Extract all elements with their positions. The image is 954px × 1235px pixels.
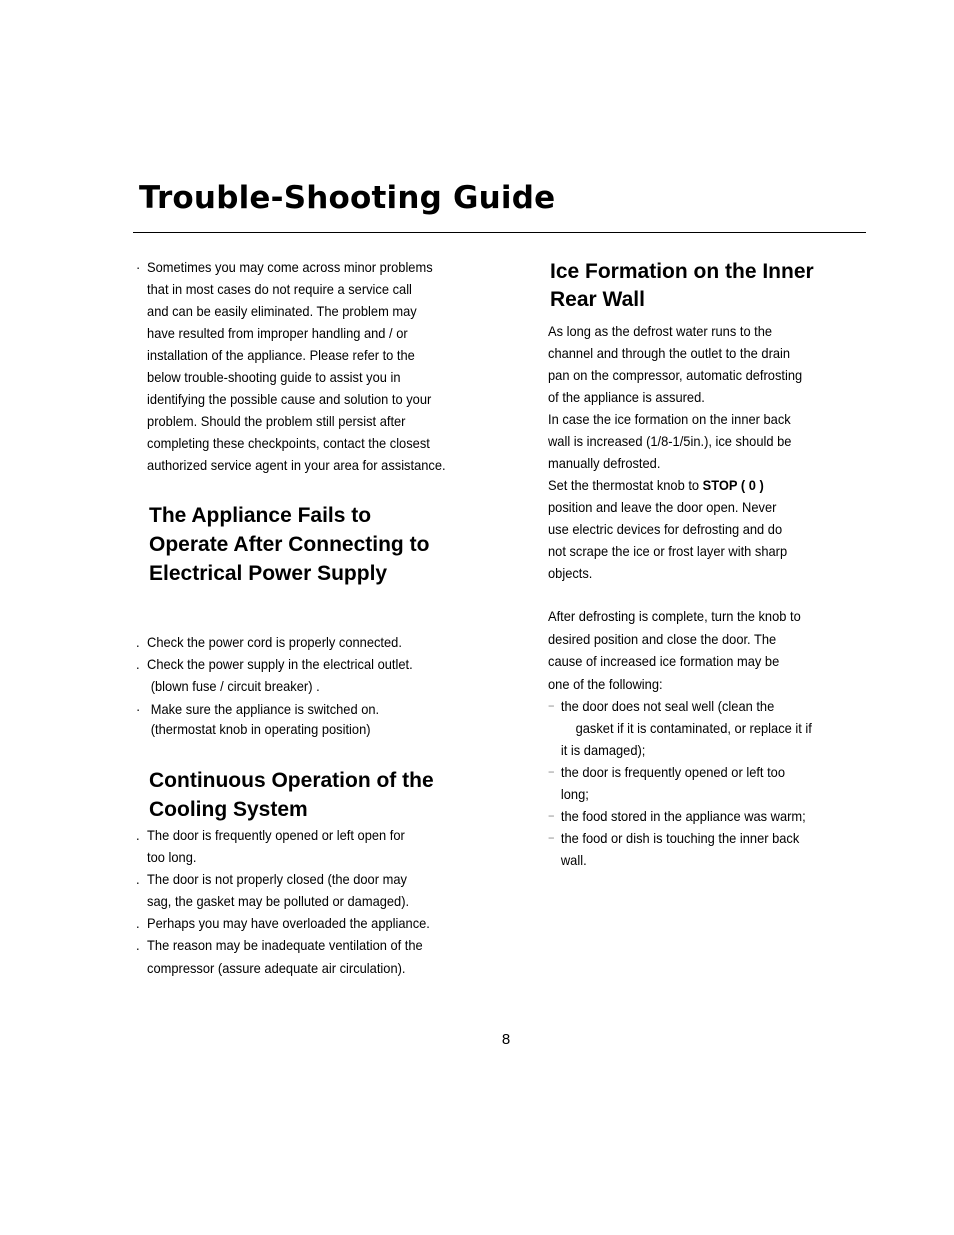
bullet-dot: .: [136, 634, 140, 650]
paragraph-line: manually defrosted.: [548, 455, 661, 471]
list-item-text: Perhaps you may have overloaded the appliance.: [147, 915, 430, 931]
bullet-dot: .: [136, 656, 140, 672]
intro-line: installation of the appliance. Please refer to the: [147, 347, 415, 363]
paragraph-line: position and leave the door open. Never: [548, 499, 777, 515]
dash-marker: −: [548, 765, 555, 779]
intro-line: Sometimes you may come across minor problems: [147, 259, 433, 275]
paragraph-line: of the appliance is assured.: [548, 389, 705, 405]
page-number: 8: [501, 1031, 511, 1048]
intro-line: identifying the possible cause and solution to your: [147, 391, 432, 407]
list-item-text: Check the power supply in the electrical outlet.: [147, 656, 413, 672]
heading-line: Operate After Connecting to: [149, 533, 430, 556]
ice-section-heading: [548, 258, 848, 314]
list-item: [136, 631, 496, 653]
bullet-dot: ·: [136, 259, 141, 275]
right-column: [548, 258, 848, 871]
ice-body: [548, 320, 848, 871]
power-checklist: [136, 631, 496, 739]
heading-line: Rear Wall: [550, 288, 645, 311]
stop-setting: STOP ( 0 ): [702, 477, 764, 493]
paragraph-line: pan on the compressor, automatic defrosting: [548, 367, 803, 383]
list-item-text: gasket if it is contaminated, or replace it if: [575, 720, 812, 736]
left-column: [136, 256, 496, 980]
list-item-text: The door is not properly closed (the door may: [147, 871, 407, 887]
list-item-subtext: (blown fuse / circuit breaker) .: [150, 678, 320, 694]
list-item-text: compressor (assure adequate air circulation).: [147, 960, 406, 976]
paragraph-line: cause of increased ice formation may be: [548, 653, 780, 669]
list-item-text: The reason may be inadequate ventilation of the: [147, 937, 423, 953]
list-item-subtext: (thermostat knob in operating position): [150, 721, 371, 737]
paragraph-line: objects.: [548, 565, 593, 581]
paragraph-line: one of the following:: [548, 675, 663, 692]
paragraph-line: not scrape the ice or frost layer with sharp: [548, 543, 788, 559]
paragraph-line: [548, 474, 848, 496]
intro-line: problem. Should the problem still persist after: [147, 413, 406, 429]
cooling-section-heading: [136, 766, 496, 824]
paragraph-line: use electric devices for defrosting and do: [548, 521, 783, 537]
bullet-dot: ·: [136, 701, 141, 717]
paragraph-line: In case the ice formation on the inner back: [548, 411, 791, 427]
intro-line: authorized service agent in your area for assistance.: [147, 457, 446, 473]
bullet-dot: .: [136, 937, 140, 953]
list-item-text: sag, the gasket may be polluted or damaged).: [147, 893, 410, 909]
intro-line: and can be easily eliminated. The problem may: [147, 303, 417, 319]
list-item: [136, 824, 496, 868]
paragraph-line: As long as the defrost water runs to the: [548, 323, 773, 339]
ice-increase-paragraph: [548, 408, 848, 474]
thermostat-paragraph: [548, 474, 848, 584]
list-item: [548, 761, 848, 805]
list-item-text: the door does not seal well (clean the: [560, 698, 775, 714]
list-item-text: the door is frequently opened or left too: [560, 764, 786, 780]
list-item: [548, 805, 848, 827]
list-item: [136, 912, 496, 934]
list-item-text: wall.: [560, 852, 587, 868]
paragraph-line: desired position and close the door. The: [548, 630, 777, 647]
bullet-dot: .: [136, 915, 140, 931]
dash-marker: −: [548, 699, 555, 713]
thermostat-instruction: Set the thermostat knob to: [548, 477, 703, 493]
paragraph-line: channel and through the outlet to the drain: [548, 345, 791, 361]
paragraph-line: After defrosting is complete, turn the knob to: [548, 608, 801, 624]
list-item-text: The door is frequently opened or left open for: [147, 827, 405, 843]
intro-paragraph: [136, 256, 507, 476]
title-divider: [133, 232, 866, 233]
list-item: [548, 827, 848, 871]
dash-marker: −: [548, 809, 555, 823]
intro-line: completing these checkpoints, contact the closest: [147, 435, 430, 451]
cooling-checklist: [136, 824, 496, 980]
heading-line: The Appliance Fails to: [149, 504, 372, 527]
bullet-dot: .: [136, 871, 140, 887]
list-item-text: too long.: [147, 849, 197, 865]
list-item-text: Make sure the appliance is switched on.: [150, 701, 380, 717]
heading-line: Cooling System: [149, 798, 308, 821]
intro-line: that in most cases do not require a service call: [147, 281, 412, 297]
intro-line: have resulted from improper handling and / or: [147, 325, 408, 341]
list-item-text: the food or dish is touching the inner back: [560, 830, 800, 846]
dash-marker: −: [548, 831, 555, 845]
heading-line: Ice Formation on the Inner: [550, 260, 814, 283]
page-title: Trouble-Shooting Guide: [139, 180, 556, 216]
heading-line: Continuous Operation of the: [149, 769, 434, 792]
after-defrost-paragraph: [548, 605, 848, 695]
list-item-text: the food stored in the appliance was warm;: [560, 808, 806, 824]
heading-line: Electrical Power Supply: [149, 562, 388, 585]
paragraph-line: wall is increased (1/8-1/5in.), ice should be: [548, 433, 792, 449]
list-item: [136, 934, 496, 980]
list-item: [548, 695, 848, 761]
defrost-paragraph: [548, 320, 848, 408]
list-item: [136, 653, 496, 697]
list-item-text: Check the power cord is properly connected.: [147, 634, 402, 650]
power-section-heading: [136, 501, 496, 588]
intro-line: below trouble-shooting guide to assist you in: [147, 369, 401, 385]
causes-list: [548, 695, 848, 871]
list-item-text: long;: [560, 786, 589, 802]
list-item-text: it is damaged);: [560, 742, 646, 758]
bullet-dot: .: [136, 827, 140, 843]
list-item: [136, 868, 496, 912]
list-item: [136, 699, 496, 739]
